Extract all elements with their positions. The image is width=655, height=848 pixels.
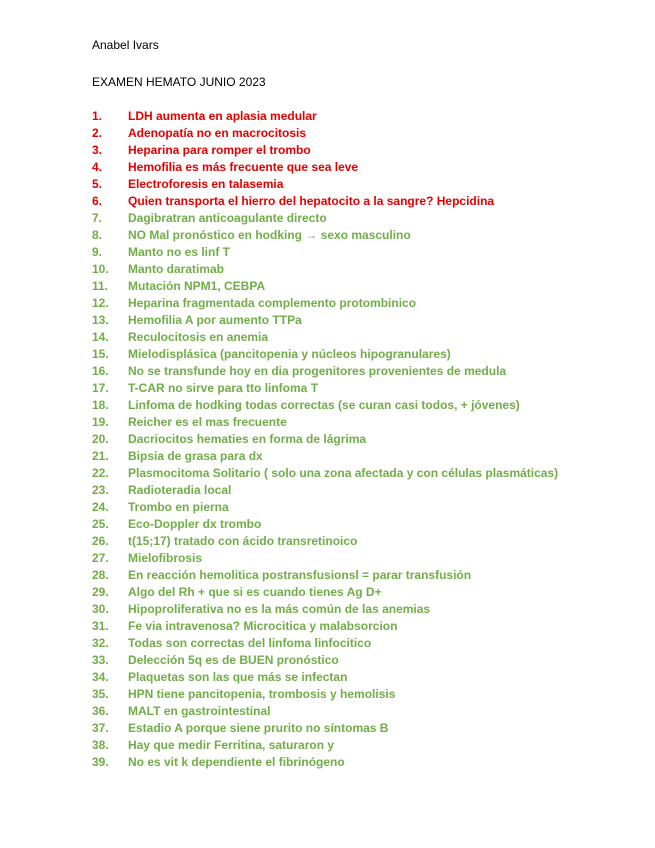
item-number: 12. xyxy=(92,296,109,310)
item-text: Dagibratran anticoagulante directo xyxy=(128,211,327,225)
item-number: 4. xyxy=(92,160,103,174)
item-number: 17. xyxy=(92,381,109,395)
item-text: Linfoma de hodking todas correctas (se curan casi todos, + jóvenes) xyxy=(128,398,520,412)
item-number: 16. xyxy=(92,364,109,378)
list-item xyxy=(92,363,558,380)
list-item xyxy=(92,414,558,431)
item-text: LDH aumenta en aplasia medular xyxy=(128,109,317,123)
item-number: 37. xyxy=(92,721,109,735)
item-text: MALT en gastrointestinal xyxy=(128,704,271,718)
item-number: 20. xyxy=(92,432,109,446)
item-text: Trombo en pierna xyxy=(128,500,229,514)
item-number: 32. xyxy=(92,636,109,650)
item-number: 18. xyxy=(92,398,109,412)
list-item xyxy=(92,108,558,125)
list-item xyxy=(92,465,558,482)
item-number: 1. xyxy=(92,109,103,123)
item-number: 33. xyxy=(92,653,109,667)
list-item xyxy=(92,312,558,329)
list-item xyxy=(92,720,558,737)
item-text: Manto no es linf T xyxy=(128,245,230,259)
item-text: Hipoproliferativa no es la más común de las anemias xyxy=(128,602,431,616)
item-text: HPN tiene pancitopenia, trombosis y hemolisis xyxy=(128,687,396,701)
list-item xyxy=(92,329,558,346)
item-number: 31. xyxy=(92,619,109,633)
item-number: 35. xyxy=(92,687,109,701)
item-number: 24. xyxy=(92,500,109,514)
item-number: 29. xyxy=(92,585,109,599)
list-item xyxy=(92,227,558,244)
item-text: Fe via intravenosa? Microcitica y malabsorcion xyxy=(128,619,398,633)
item-text: Hemofilia es más frecuente que sea leve xyxy=(128,160,359,174)
item-number: 5. xyxy=(92,177,103,191)
list-item xyxy=(92,482,558,499)
list-item xyxy=(92,261,558,278)
list-item xyxy=(92,397,558,414)
item-text: Hay que medir Ferritina, saturaron y xyxy=(128,738,335,752)
item-text: Algo del Rh + que si es cuando tienes Ag D+ xyxy=(128,585,382,599)
list-item xyxy=(92,125,558,142)
item-number: 10. xyxy=(92,262,109,276)
list-item xyxy=(92,176,558,193)
item-text: Mutación NPM1, CEBPA xyxy=(128,279,266,293)
list-item xyxy=(92,499,558,516)
item-text: Mielofibrosis xyxy=(128,551,203,565)
item-text: Manto daratimab xyxy=(128,262,225,276)
item-text: No se transfunde hoy en dia progenitores provenientes de medula xyxy=(128,364,507,378)
item-number: 25. xyxy=(92,517,109,531)
item-number: 13. xyxy=(92,313,109,327)
item-number: 39. xyxy=(92,755,109,769)
item-number: 38. xyxy=(92,738,109,752)
list-item xyxy=(92,431,558,448)
item-text: NO Mal pronóstico en hodking → sexo masculino xyxy=(128,228,411,242)
list-item xyxy=(92,142,558,159)
item-text: Plaquetas son las que más se infectan xyxy=(128,670,348,684)
item-number: 26. xyxy=(92,534,109,548)
item-number: 28. xyxy=(92,568,109,582)
item-text: Todas son correctas del linfoma linfocitico xyxy=(128,636,372,650)
item-number: 27. xyxy=(92,551,109,565)
item-text: Adenopatía no en macrocitosis xyxy=(128,126,307,140)
item-number: 3. xyxy=(92,143,103,157)
list-item xyxy=(92,533,558,550)
list-item xyxy=(92,754,558,771)
item-text: Heparina fragmentada complemento protombinico xyxy=(128,296,417,310)
list-item xyxy=(92,448,558,465)
item-number: 34. xyxy=(92,670,109,684)
item-number: 11. xyxy=(92,279,109,293)
item-text: Dacriocitos hematies en forma de lágrima xyxy=(128,432,367,446)
list-item xyxy=(92,159,558,176)
list-item xyxy=(92,346,558,363)
list-item xyxy=(92,635,558,652)
item-text: En reacción hemolitica postransfusionsl = parar transfusión xyxy=(128,568,472,582)
list-item xyxy=(92,703,558,720)
item-text: T-CAR no sirve para tto linfoma T xyxy=(128,381,319,395)
item-text: Radioteradia local xyxy=(128,483,232,497)
item-number: 2. xyxy=(92,126,103,140)
question-list xyxy=(92,108,558,771)
list-item xyxy=(92,601,558,618)
item-text: Electroforesis en talasemia xyxy=(128,177,284,191)
document-title: EXAMEN HEMATO JUNIO 2023 xyxy=(92,75,266,89)
list-item xyxy=(92,380,558,397)
list-item xyxy=(92,686,558,703)
item-text: Plasmocitoma Solitario ( solo una zona afectada y con células plasmáticas) xyxy=(128,466,559,480)
item-number: 30. xyxy=(92,602,109,616)
item-text: Mielodisplásica (pancitopenia y núcleos hipogranulares) xyxy=(128,347,451,361)
item-number: 15. xyxy=(92,347,109,361)
list-item xyxy=(92,669,558,686)
item-number: 6. xyxy=(92,194,103,208)
item-number: 22. xyxy=(92,466,109,480)
list-item xyxy=(92,737,558,754)
item-text: t(15;17) tratado con ácido transretinoico xyxy=(128,534,358,548)
item-number: 21. xyxy=(92,449,109,463)
item-number: 19. xyxy=(92,415,109,429)
item-text: Delección 5q es de BUEN pronóstico xyxy=(128,653,339,667)
item-number: 14. xyxy=(92,330,109,344)
item-text: Bipsia de grasa para dx xyxy=(128,449,263,463)
list-item xyxy=(92,193,558,210)
item-number: 23. xyxy=(92,483,109,497)
item-number: 8. xyxy=(92,228,103,242)
list-item xyxy=(92,618,558,635)
list-item xyxy=(92,584,558,601)
item-text: Heparina para romper el trombo xyxy=(128,143,311,157)
item-text: Reicher es el mas frecuente xyxy=(128,415,287,429)
list-item xyxy=(92,550,558,567)
item-number: 7. xyxy=(92,211,103,225)
list-item xyxy=(92,652,558,669)
item-text: Reculocitosis en anemia xyxy=(128,330,269,344)
item-text: Estadio A porque siene prurito no síntomas B xyxy=(128,721,389,735)
list-item xyxy=(92,567,558,584)
item-text: Quien transporta el hierro del hepatocito a la sangre? Hepcidina xyxy=(128,194,495,208)
item-number: 36. xyxy=(92,704,109,718)
list-item xyxy=(92,516,558,533)
list-item xyxy=(92,244,558,261)
list-item xyxy=(92,295,558,312)
list-item xyxy=(92,278,558,295)
item-text: Eco-Doppler dx trombo xyxy=(128,517,262,531)
author-name: Anabel Ivars xyxy=(92,38,159,52)
item-number: 9. xyxy=(92,245,103,259)
item-text: No es vit k dependiente el fibrinógeno xyxy=(128,755,345,769)
list-item xyxy=(92,210,558,227)
item-text: Hemofilia A por aumento TTPa xyxy=(128,313,302,327)
